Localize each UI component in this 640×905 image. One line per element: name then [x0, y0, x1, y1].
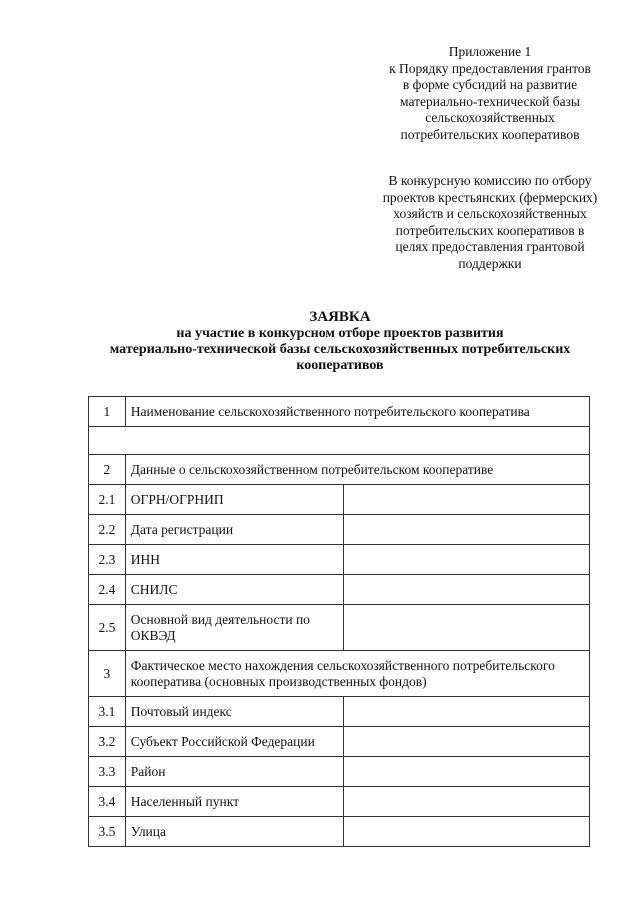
application-form-table — [88, 396, 590, 847]
annex-line: материально-технической базы — [400, 93, 580, 109]
row-label: ОГРН/ОГРНИП — [125, 485, 343, 515]
district-field[interactable] — [344, 757, 590, 787]
addressee-line: хозяйств и сельскохозяйственных — [393, 206, 587, 221]
row-number: 3.4 — [89, 787, 126, 817]
table-row — [89, 575, 590, 605]
title-line: материально-технической базы сельскохозяйственных потребительских — [109, 342, 571, 357]
annex-line: к Порядку предоставления грантов — [389, 60, 591, 76]
table-row — [89, 397, 590, 427]
addressee-line: поддержки — [458, 255, 522, 271]
federal-subject-field[interactable] — [344, 727, 590, 757]
table-row — [89, 485, 590, 515]
table-row-empty — [89, 427, 590, 455]
table-row — [89, 455, 590, 485]
addressee-line: потребительских кооперативов в — [395, 222, 585, 238]
row-number: 2.1 — [89, 485, 126, 515]
row-number: 2.5 — [89, 605, 126, 651]
okved-value-field[interactable] — [344, 605, 590, 651]
row-label: Данные о сельскохозяйственном потребительском кооперативе — [125, 455, 589, 485]
title-line: на участие в конкурсном отборе проектов развития — [176, 326, 504, 341]
table-row — [89, 817, 590, 847]
row-number: 3.5 — [89, 817, 126, 847]
row-number: 2.4 — [89, 575, 126, 605]
addressee-line: проектов крестьянских (фермерских) — [382, 189, 598, 205]
row-label: Район — [125, 757, 343, 787]
row-label: Основной вид деятельности по ОКВЭД — [125, 605, 343, 651]
table-row — [89, 787, 590, 817]
row-number: 2 — [89, 455, 126, 485]
table-row — [89, 757, 590, 787]
cooperative-name-field[interactable] — [89, 427, 590, 455]
addressee-block — [370, 173, 610, 272]
row-label: СНИЛС — [125, 575, 343, 605]
row-label: Улица — [125, 817, 343, 847]
table-row — [89, 651, 590, 697]
annex-line: в форме субсидий на развитие — [402, 77, 578, 92]
annex-line: Приложение 1 — [448, 44, 532, 59]
annex-line: потребительских кооперативов — [400, 126, 580, 142]
addressee-line: целях предоставления грантовой — [395, 239, 585, 254]
row-number: 3 — [89, 651, 126, 697]
annex-line: сельскохозяйственных — [425, 110, 555, 125]
row-label: Населенный пункт — [125, 787, 343, 817]
row-number: 3.1 — [89, 697, 126, 727]
row-label: ИНН — [125, 545, 343, 575]
row-number: 3.3 — [89, 757, 126, 787]
row-number: 1 — [89, 397, 126, 427]
row-label: Субъект Российской Федерации — [125, 727, 343, 757]
document-title — [60, 309, 620, 374]
row-number: 3.2 — [89, 727, 126, 757]
ogrn-value-field[interactable] — [344, 485, 590, 515]
row-number: 2.3 — [89, 545, 126, 575]
street-field[interactable] — [344, 817, 590, 847]
table-row — [89, 697, 590, 727]
inn-value-field[interactable] — [344, 545, 590, 575]
table-row — [89, 727, 590, 757]
table-row — [89, 515, 590, 545]
settlement-field[interactable] — [344, 787, 590, 817]
postal-code-field[interactable] — [344, 697, 590, 727]
table-row — [89, 605, 590, 651]
row-label: Почтовый индекс — [125, 697, 343, 727]
registration-date-field[interactable] — [344, 515, 590, 545]
row-label: Дата регистрации — [125, 515, 343, 545]
snils-value-field[interactable] — [344, 575, 590, 605]
addressee-line: В конкурсную комиссию по отбору — [388, 173, 592, 188]
annex-header — [370, 44, 610, 143]
row-label: Фактическое место нахождения сельскохозяйственного потребительского кооператива (основных производственных фондов) — [125, 651, 589, 697]
title-line: кооперативов — [296, 358, 384, 373]
row-number: 2.2 — [89, 515, 126, 545]
table-row — [89, 545, 590, 575]
title-main: ЗАЯВКА — [309, 309, 371, 325]
row-label: Наименование сельскохозяйственного потребительского кооператива — [125, 397, 589, 427]
